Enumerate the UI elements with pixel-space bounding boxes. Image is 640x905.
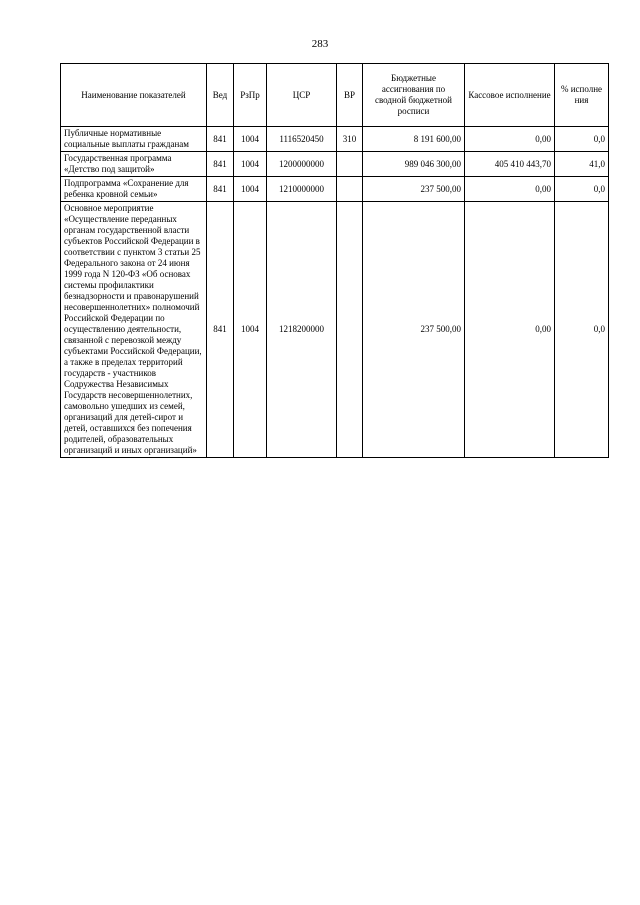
row-cash: 0,00 [465, 177, 555, 202]
row-csr: 1218200000 [267, 202, 337, 458]
row-csr: 1210000000 [267, 177, 337, 202]
header-vr: ВР [337, 64, 363, 127]
row-vr [337, 202, 363, 458]
row-budget: 8 191 600,00 [363, 127, 465, 152]
row-cash: 0,00 [465, 127, 555, 152]
row-rzpr: 1004 [234, 202, 267, 458]
table-header-row [61, 64, 609, 127]
page-number: 283 [311, 38, 329, 50]
header-name: Наименование показателей [61, 64, 207, 127]
table-row [61, 177, 609, 202]
row-ved: 841 [207, 177, 234, 202]
header-rzpr: РзПр [234, 64, 267, 127]
header-percent: % исполне ния [555, 64, 609, 127]
row-name: Публичные нормативные социальные выплаты гражданам [61, 127, 207, 152]
row-vr: 310 [337, 127, 363, 152]
header-cash: Кассовое исполнение [465, 64, 555, 127]
header-ved: Вед [207, 64, 234, 127]
row-budget: 237 500,00 [363, 177, 465, 202]
row-csr: 1200000000 [267, 152, 337, 177]
row-name: Подпрограмма «Сохранение для ребенка кровной семьи» [61, 177, 207, 202]
row-csr: 1116520450 [267, 127, 337, 152]
row-percent: 0,0 [555, 177, 609, 202]
row-vr [337, 177, 363, 202]
table-row [61, 202, 609, 458]
row-name: Основное мероприятие «Осуществление переданных органам государственной власти субъектов Российской Федерации в соответствии с пунктом 3 статьи 25 Федерального закона от 24 июня 1999 года N 120-ФЗ «Об основах системы профилактики безнадзорности и правонарушений несовершеннолетних» полномочий Российской Федерации по осуществлению деятельности, связанной с перевозкой между субъектами Российской Федерации, а также в пределах территорий государств - участников Содружества Независимых Государств несовершеннолетних, самовольно ушедших из семей, организаций для детей-сирот и детей, оставшихся без попечения родителей, образовательных организаций и иных организаций» [61, 202, 207, 458]
row-budget: 237 500,00 [363, 202, 465, 458]
row-percent: 0,0 [555, 202, 609, 458]
row-ved: 841 [207, 202, 234, 458]
row-vr [337, 152, 363, 177]
table-row [61, 152, 609, 177]
row-rzpr: 1004 [234, 152, 267, 177]
row-cash: 405 410 443,70 [465, 152, 555, 177]
table-row [61, 127, 609, 152]
row-rzpr: 1004 [234, 127, 267, 152]
header-csr: ЦСР [267, 64, 337, 127]
row-name: Государственная программа «Детство под защитой» [61, 152, 207, 177]
row-ved: 841 [207, 127, 234, 152]
row-percent: 41,0 [555, 152, 609, 177]
header-budget: Бюджетные ассигнования по сводной бюджетной росписи [363, 64, 465, 127]
row-rzpr: 1004 [234, 177, 267, 202]
row-cash: 0,00 [465, 202, 555, 458]
row-budget: 989 046 300,00 [363, 152, 465, 177]
budget-execution-table [60, 63, 609, 458]
row-percent: 0,0 [555, 127, 609, 152]
row-ved: 841 [207, 152, 234, 177]
